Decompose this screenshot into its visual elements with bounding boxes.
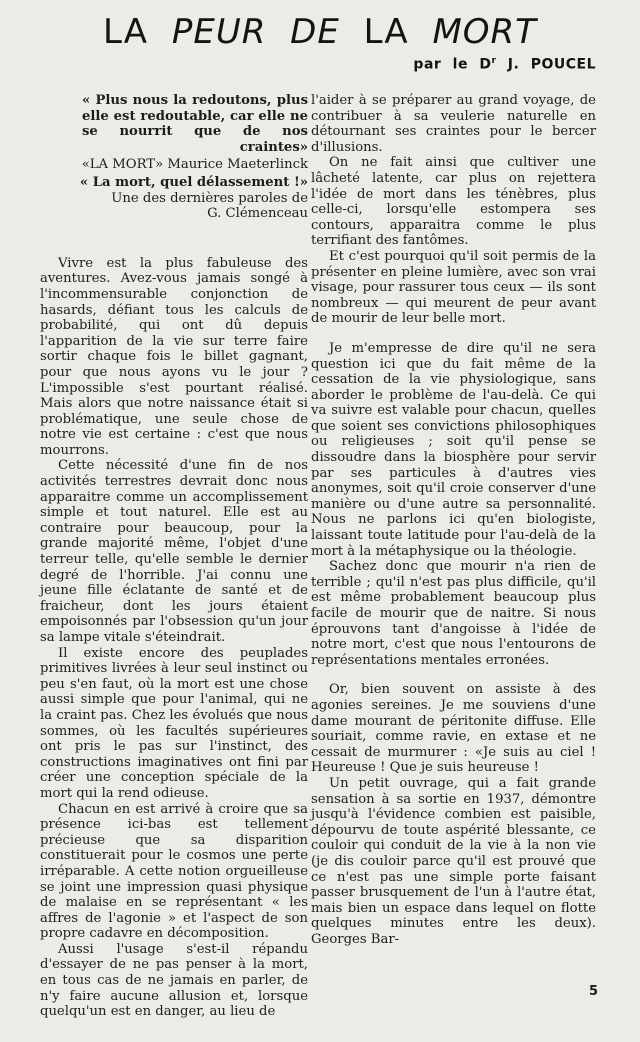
paragraph: Il existe encore des peuplades primitives livrées à leur seul instinct ou peu s'en faut, où la mort est une chose aussi simple que pour l'animal, qui ne la craint pas. Chez les évolués que nous sommes, où les facultés supérieures ont pris le pas sur l'instinct, des constructions imaginatives ont fini par créer une conception spéciale de la mort qui la rend odieuse.	[40, 645, 308, 801]
page-number: 5	[588, 984, 598, 999]
paragraph: On ne fait ainsi que cultiver une lâcheté latente, car plus on rejettera l'idée de mort dans les ténèbres, plus celle-ci, lorsqu'elle estompera ses contours, apparaitra comme le plus terrifiant des fantômes.	[311, 155, 596, 249]
title-word: DE	[290, 12, 340, 52]
article-title	[0, 12, 640, 52]
left-body-text	[40, 256, 308, 1020]
paragraph: Chacun en est arrivé à croire que sa présence ici-bas est tellement précieuse que sa disparition constituerait pour le cosmos une perte irréparable. A cette notion orgueilleuse se joint une impression quasi physique de malaise en se représentant « les affres de l'agonie » et l'aspect de son propre cadavre en décomposition.	[40, 801, 308, 942]
title-word: PEUR	[171, 12, 267, 52]
paragraph: Cette nécessité d'une fin de nos activités terrestres devrait donc nous apparaitre comme un accomplissement simple et tout naturel. Elle est au contraire pour beaucoup, pour la grande majorité même, l'objet d'une terreur telle, qu'elle semble le dernier degré de l'horrible. J'ai connu une jeune fille éclatante de santé et de fraicheur, dont les jours étaient empoisonnés par l'obsession qu'un jour sa lampe vitale s'éteindrait.	[40, 458, 308, 645]
paragraph: Un petit ouvrage, qui a fait grande sensation à sa sortie en 1937, démontre jusqu'à l'évidence combien est paisible, dépourvu de toute aspérité blessante, ce couloir qui conduit de la vie à la non vie (je dis couloir parce qu'il est prouvé que ce n'est pas une simple porte faisant passer brusquement de l'un à l'autre état, mais bien un espace dans lequel on flotte quelques minutes entre les deux). Georges Bar-	[311, 775, 596, 947]
paragraph: Je m'empresse de dire qu'il ne sera question ici que du fait même de la cessation de la vie physiologique, sans aborder le problème de l'au-delà. Ce qui va suivre est valable pour chacun, quelles que soient ses convictions philosophiques ou religieuses ; soit qu'il pense se dissoudre dans la biosphère pour servir par ses particules à d'autres vies anonymes, soit qu'il croie conserver d'une manière ou d'une autre sa personnalité. Nous ne parlons ici qu'en biologiste, laissant toute latitude pour l'au-delà de la mort à la métaphysique ou la théologie.	[311, 340, 596, 559]
epigraph	[40, 93, 308, 222]
paragraph: Aussi l'usage s'est-il répandu d'essayer de ne pas penser à la mort, en tous cas de ne jamais en parler, de n'y faire aucune allusion et, lorsque quelqu'un est en danger, au lieu de	[40, 941, 308, 1020]
epigraph-quote-clemenceau: « La mort, quel délassement !»	[79, 174, 308, 190]
byline-sup: r	[491, 56, 497, 66]
paragraph: l'aider à se préparer au grand voyage, de contribuer à sa veulerie naturelle en détournant ses craintes pour le bercer d'illusions.	[311, 93, 596, 155]
title-word: LA	[103, 12, 149, 52]
paragraph: Or, bien souvent on assiste à des agonies sereines. Je me souviens d'une dame mourant de péritonite diffuse. Elle souriait, comme ravie, en extase et ne cessait de murmurer : «Je suis au ciel ! Heureuse ! Que je suis heureuse !	[311, 682, 596, 776]
title-word: LA	[363, 12, 409, 52]
byline-prefix: par le D	[413, 56, 492, 73]
paragraph: Vivre est la plus fabuleuse des aventures. Avez-vous jamais songé à l'incommensurable conjonction de hasards, défiant tous les calculs de probabilité, qui ont dû depuis l'apparition de la vie sur terre faire sortir chaque fois le billet gagnant, pour que nous ayons vu le jour ? L'impossible s'est pourtant réalisé. Mais alors que notre naissance était si problématique, une seule chose de notre vie est certaine : c'est que nous mourrons.	[40, 255, 308, 458]
right-column	[311, 93, 596, 947]
title-word: MORT	[432, 12, 537, 52]
epigraph-attribution-clemenceau-line2: G. Clémenceau	[207, 206, 308, 222]
epigraph-attribution-maeterlinck: «LA MORT» Maurice Maeterlinck	[81, 157, 308, 173]
byline-author: J. POUCEL	[507, 56, 596, 73]
paragraph: Sachez donc que mourir n'a rien de terrible ; qu'il n'est pas plus difficile, qu'il est même probablement beaucoup plus facile de mourir que de naitre. Si nous éprouvons tant d'angoisse à l'idée de notre mort, c'est que nous l'entourons de représentations mentales erronées.	[311, 559, 596, 668]
paragraph: Et c'est pourquoi qu'il soit permis de la présenter en pleine lumière, avec son vrai visage, pour rassurer tous ceux — ils sont nombreux — qui meurent de peur avant de mourir de leur belle mort.	[311, 248, 596, 327]
author-byline	[413, 56, 596, 73]
left-column	[40, 93, 308, 1020]
epigraph-attribution-clemenceau-line1: Une des dernières paroles de	[111, 190, 308, 206]
epigraph-quote-maeterlinck: « Plus nous la redoutons, plus elle est redoutable, car elle ne se nourrit que de nos craintes»	[82, 93, 308, 155]
